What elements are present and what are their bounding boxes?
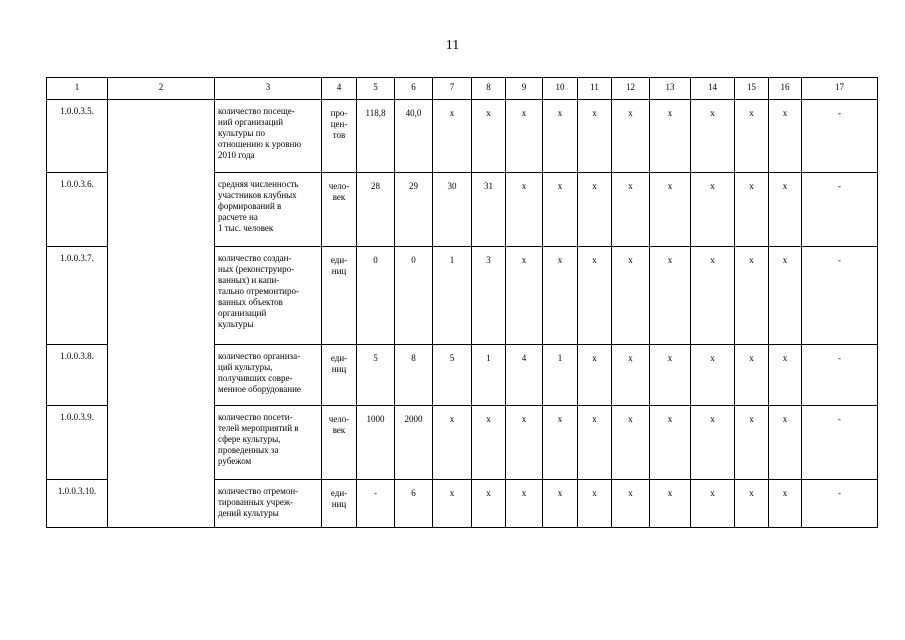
description-line: получивших совре- <box>218 373 293 383</box>
value-cell-col-10: x <box>543 173 578 247</box>
value-cell-col-15: x <box>735 173 769 247</box>
value-cell-col-12: x <box>612 247 650 345</box>
row-description <box>215 100 322 173</box>
value-cell-col-6: 2000 <box>395 406 433 480</box>
value-cell-col-12: x <box>612 406 650 480</box>
value-cell-col-6: 40,0 <box>395 100 433 173</box>
value-cell-col-17: - <box>802 480 878 528</box>
column-header-1: 1 <box>47 78 108 100</box>
page-number: 11 <box>445 38 460 53</box>
value-cell-col-13: x <box>650 406 691 480</box>
value-cell-col-11: x <box>578 345 612 406</box>
column-header-13: 13 <box>650 78 691 100</box>
description-line: тально отремонтиро- <box>218 286 299 296</box>
description-line: телей мероприятий в <box>218 423 299 433</box>
description-line: проведенных за <box>218 445 279 455</box>
unit-line: век <box>332 192 346 202</box>
unit-line: ниц <box>331 266 347 276</box>
value-cell-col-14: x <box>691 100 735 173</box>
value-cell-col-16: x <box>769 173 802 247</box>
value-cell-col-5: - <box>357 480 395 528</box>
description-line: ний организаций <box>218 117 284 127</box>
value-cell-col-11: x <box>578 406 612 480</box>
row-description <box>215 480 322 528</box>
value-cell-col-17: - <box>802 247 878 345</box>
description-line: сфере культуры, <box>218 434 281 444</box>
unit-line: чело- <box>328 414 350 424</box>
value-cell-col-12: x <box>612 345 650 406</box>
description-line: количество посеще- <box>218 106 295 116</box>
value-cell-col-13: x <box>650 173 691 247</box>
value-cell-col-10: x <box>543 480 578 528</box>
row-code: 1.0.0.3.10. <box>47 480 108 528</box>
column-header-6: 6 <box>395 78 433 100</box>
description-line: ных (реконструиро- <box>218 264 295 274</box>
value-cell-col-11: x <box>578 100 612 173</box>
value-cell-col-13: x <box>650 345 691 406</box>
row-description <box>215 406 322 480</box>
value-cell-col-10: x <box>543 406 578 480</box>
value-cell-col-11: x <box>578 480 612 528</box>
row-unit <box>322 406 357 480</box>
indicators-table <box>46 77 878 528</box>
description-line: участников клубных <box>218 190 297 200</box>
value-cell-col-6: 29 <box>395 173 433 247</box>
value-cell-col-8: x <box>472 406 506 480</box>
row-unit <box>322 247 357 345</box>
value-cell-col-14: x <box>691 247 735 345</box>
unit-line: еди- <box>330 255 348 265</box>
value-cell-col-8: x <box>472 100 506 173</box>
value-cell-col-5: 1000 <box>357 406 395 480</box>
column-header-16: 16 <box>769 78 802 100</box>
row-code: 1.0.0.3.5. <box>47 100 108 173</box>
value-cell-col-5: 118,8 <box>357 100 395 173</box>
value-cell-col-15: x <box>735 345 769 406</box>
value-cell-col-9: x <box>506 406 543 480</box>
row-unit <box>322 480 357 528</box>
value-cell-col-13: x <box>650 100 691 173</box>
value-cell-col-17: - <box>802 173 878 247</box>
description-line: организаций <box>218 308 267 318</box>
column-header-14: 14 <box>691 78 735 100</box>
value-cell-col-11: x <box>578 247 612 345</box>
description-line: культуры по <box>218 128 266 138</box>
value-cell-col-12: x <box>612 173 650 247</box>
row-code: 1.0.0.3.8. <box>47 345 108 406</box>
header-row <box>47 78 878 100</box>
column-header-17: 17 <box>802 78 878 100</box>
row-code: 1.0.0.3.6. <box>47 173 108 247</box>
value-cell-col-15: x <box>735 100 769 173</box>
column-header-5: 5 <box>357 78 395 100</box>
unit-line: про- <box>330 108 348 118</box>
value-cell-col-10: x <box>543 100 578 173</box>
description-line: ций культуры, <box>218 362 273 372</box>
description-line: количество посети- <box>218 412 293 422</box>
description-line: дений культуры <box>218 508 279 518</box>
value-cell-col-5: 28 <box>357 173 395 247</box>
row-code: 1.0.0.3.9. <box>47 406 108 480</box>
value-cell-col-8: 31 <box>472 173 506 247</box>
value-cell-col-9: x <box>506 247 543 345</box>
value-cell-col-17: - <box>802 345 878 406</box>
table-row <box>47 100 878 173</box>
column-header-12: 12 <box>612 78 650 100</box>
description-line: культуры <box>218 319 254 329</box>
description-line: ванных объектов <box>218 297 283 307</box>
value-cell-col-5: 5 <box>357 345 395 406</box>
unit-line: ниц <box>331 364 347 374</box>
column-header-9: 9 <box>506 78 543 100</box>
unit-line: чело- <box>328 181 350 191</box>
value-cell-col-12: x <box>612 480 650 528</box>
value-cell-col-7: x <box>433 406 472 480</box>
unit-line: ниц <box>331 499 347 509</box>
value-cell-col-9: x <box>506 100 543 173</box>
value-cell-col-12: x <box>612 100 650 173</box>
unit-line: еди- <box>330 353 348 363</box>
value-cell-col-16: x <box>769 345 802 406</box>
description-line: расчете на <box>218 212 258 222</box>
description-line: рубежом <box>218 456 252 466</box>
value-cell-col-13: x <box>650 480 691 528</box>
value-cell-col-8: 3 <box>472 247 506 345</box>
value-cell-col-14: x <box>691 173 735 247</box>
value-cell-col-14: x <box>691 345 735 406</box>
description-line: менное оборудование <box>218 384 301 394</box>
value-cell-col-17: - <box>802 406 878 480</box>
value-cell-col-15: x <box>735 480 769 528</box>
unit-line: цен- <box>330 119 348 129</box>
table-body <box>47 100 878 528</box>
unit-line: век <box>332 425 346 435</box>
value-cell-col-6: 6 <box>395 480 433 528</box>
value-cell-col-10: 1 <box>543 345 578 406</box>
value-cell-col-17: - <box>802 100 878 173</box>
description-line: количество отремон- <box>218 486 299 496</box>
description-line: 1 тыс. человек <box>218 223 274 233</box>
value-cell-col-9: x <box>506 480 543 528</box>
value-cell-col-9: 4 <box>506 345 543 406</box>
value-cell-col-16: x <box>769 247 802 345</box>
value-cell-col-8: x <box>472 480 506 528</box>
row-unit <box>322 100 357 173</box>
value-cell-col-15: x <box>735 247 769 345</box>
column-header-3: 3 <box>215 78 322 100</box>
unit-line: еди- <box>330 488 348 498</box>
column-header-11: 11 <box>578 78 612 100</box>
column-header-10: 10 <box>543 78 578 100</box>
row-unit <box>322 173 357 247</box>
column-header-4: 4 <box>322 78 357 100</box>
row-description <box>215 173 322 247</box>
value-cell-col-6: 8 <box>395 345 433 406</box>
column-header-2: 2 <box>108 78 215 100</box>
column-header-7: 7 <box>433 78 472 100</box>
value-cell-col-10: x <box>543 247 578 345</box>
value-cell-col-7: x <box>433 100 472 173</box>
column-header-8: 8 <box>472 78 506 100</box>
row-code: 1.0.0.3.7. <box>47 247 108 345</box>
row-unit <box>322 345 357 406</box>
description-line: количество организа- <box>218 351 301 361</box>
description-line: количество создан- <box>218 253 292 263</box>
value-cell-col-5: 0 <box>357 247 395 345</box>
description-line: формирований в <box>218 201 282 211</box>
value-cell-col-16: x <box>769 406 802 480</box>
value-cell-col-11: x <box>578 173 612 247</box>
description-line: тированных учреж- <box>218 497 294 507</box>
value-cell-col-15: x <box>735 406 769 480</box>
column-2-merged-cell <box>108 100 215 528</box>
description-line: средняя численность <box>218 179 299 189</box>
value-cell-col-9: x <box>506 173 543 247</box>
value-cell-col-7: 30 <box>433 173 472 247</box>
column-header-15: 15 <box>735 78 769 100</box>
value-cell-col-7: 5 <box>433 345 472 406</box>
value-cell-col-16: x <box>769 480 802 528</box>
value-cell-col-13: x <box>650 247 691 345</box>
value-cell-col-8: 1 <box>472 345 506 406</box>
row-description <box>215 247 322 345</box>
value-cell-col-7: x <box>433 480 472 528</box>
description-line: отношению к уровню <box>218 139 302 149</box>
description-line: 2010 года <box>218 150 255 160</box>
row-description <box>215 345 322 406</box>
unit-line: тов <box>332 130 346 140</box>
description-line: ванных) и капи- <box>218 275 280 285</box>
value-cell-col-14: x <box>691 406 735 480</box>
value-cell-col-6: 0 <box>395 247 433 345</box>
value-cell-col-7: 1 <box>433 247 472 345</box>
value-cell-col-16: x <box>769 100 802 173</box>
value-cell-col-14: x <box>691 480 735 528</box>
